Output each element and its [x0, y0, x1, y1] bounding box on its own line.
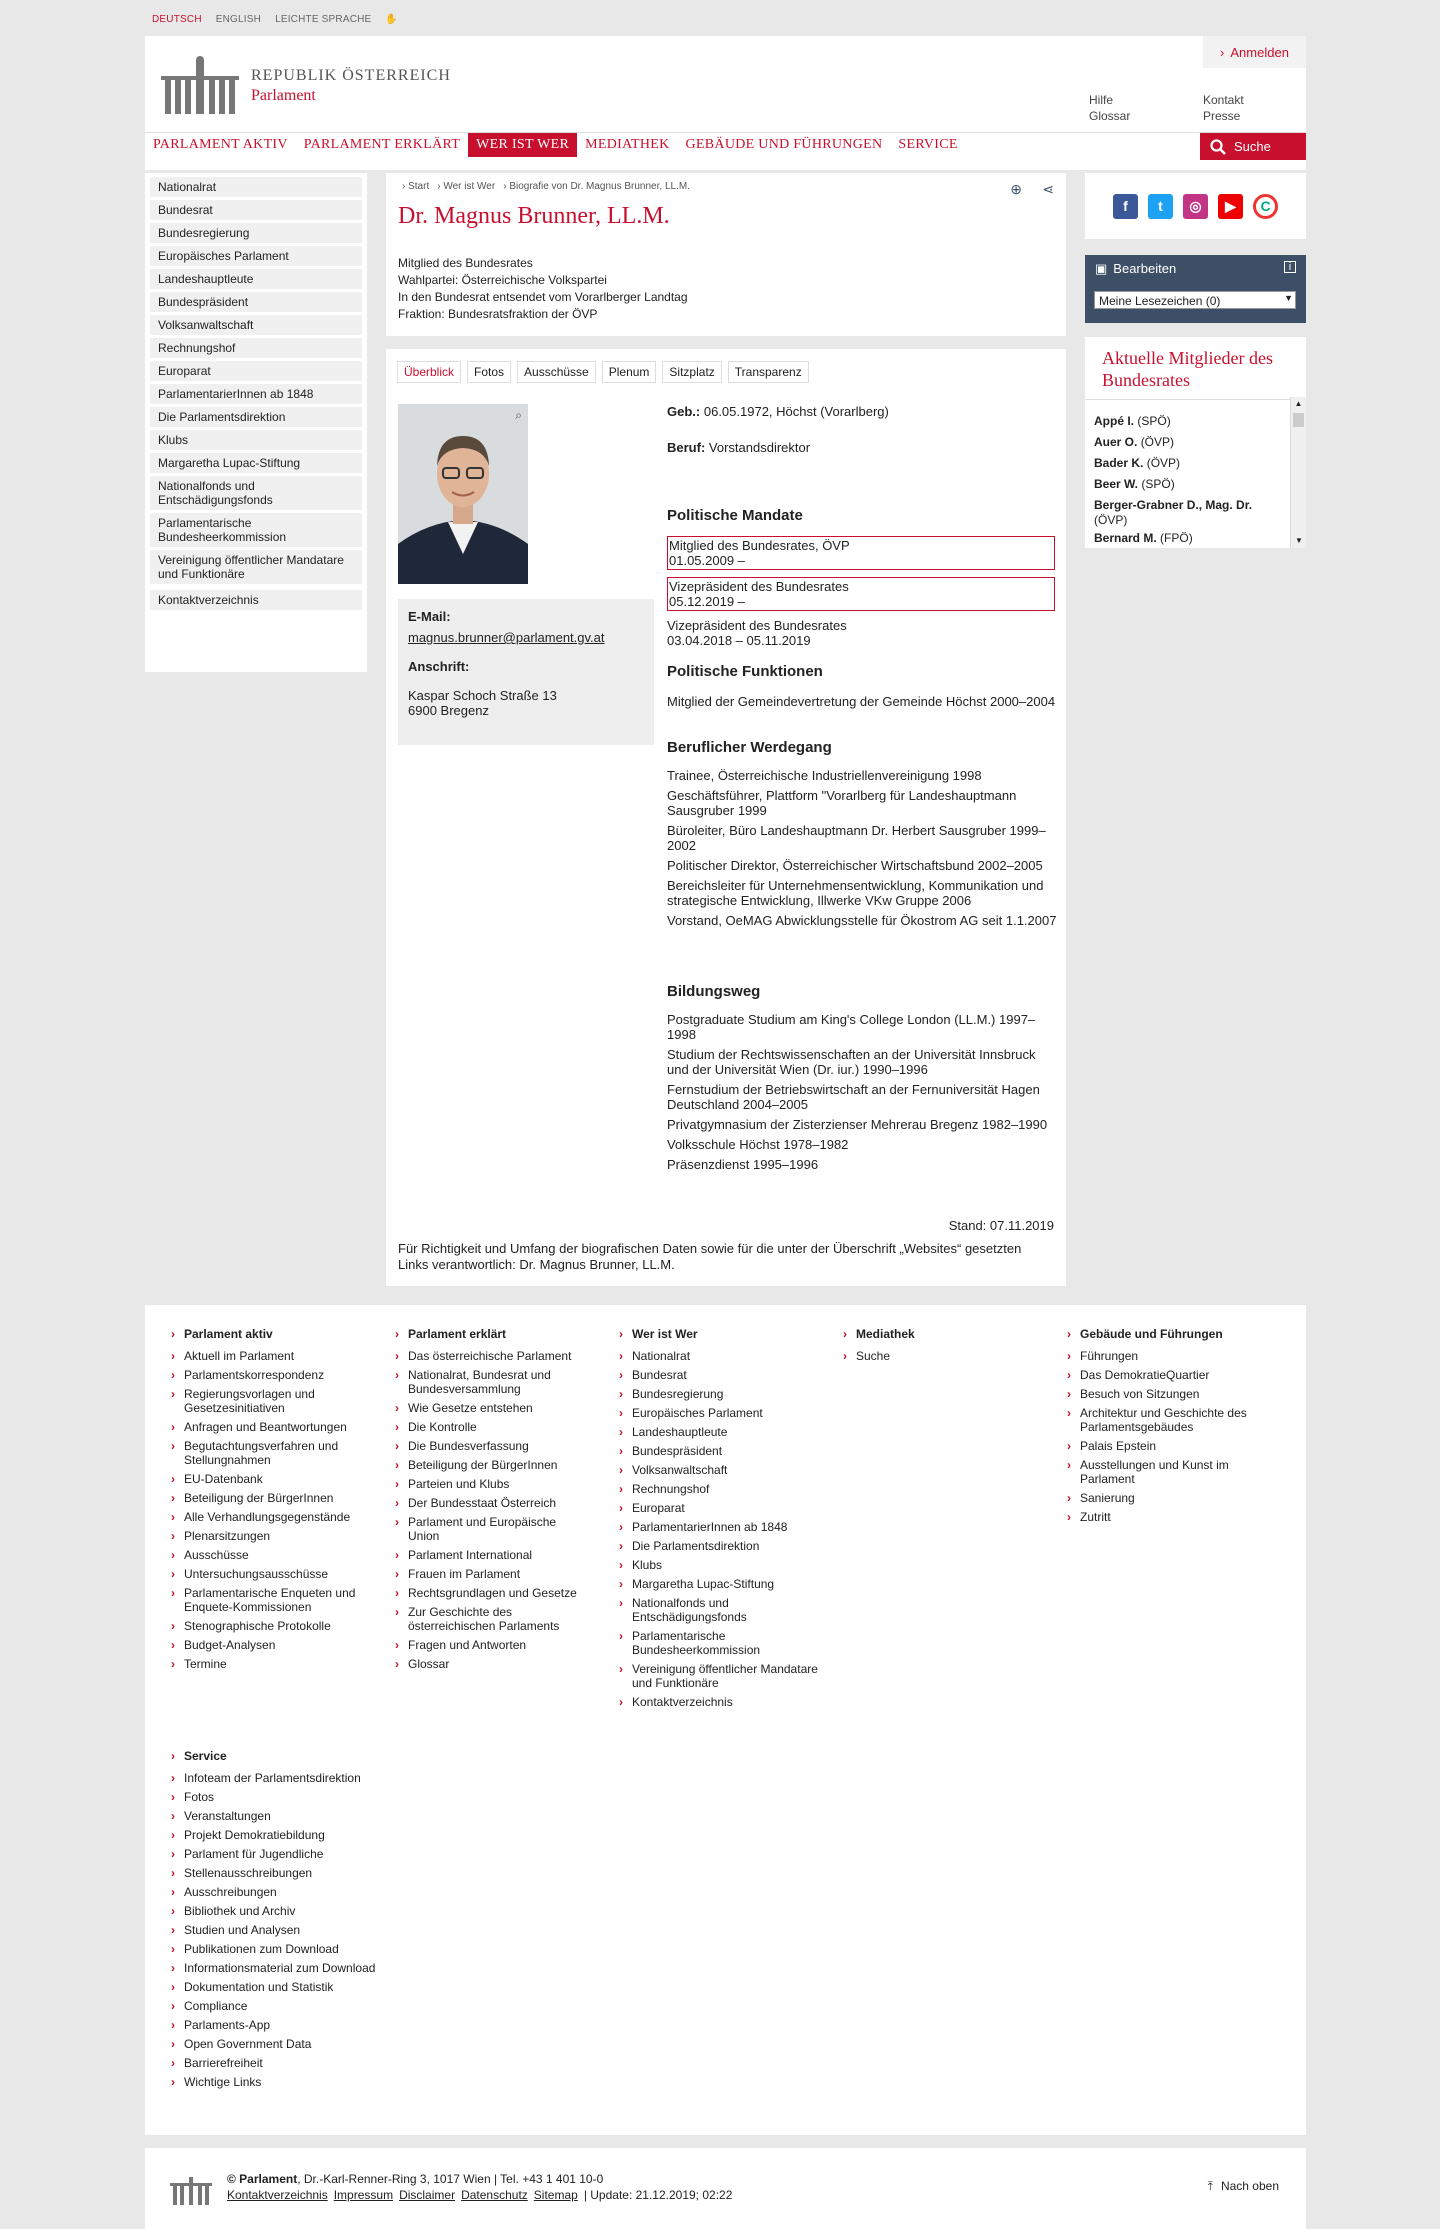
portrait-photo[interactable]: [398, 404, 528, 584]
footer-link[interactable]: › Zur Geschichte des österreichischen Parlaments: [395, 1605, 585, 1633]
born-label: Geb.:: [667, 404, 701, 419]
footer-link[interactable]: › Zutritt: [1067, 1510, 1277, 1524]
members-title: Aktuelle Mitglieder des Bundesrates: [1102, 348, 1273, 390]
mandate-title: Vizepräsident des Bundesrates: [667, 618, 847, 633]
sidebar-item-kontaktverzeichnis[interactable]: Kontaktverzeichnis: [150, 590, 362, 610]
podcast-icon[interactable]: C: [1253, 194, 1278, 219]
footer-heading[interactable]: › Gebäude und Führungen: [1067, 1327, 1277, 1341]
bookmark-add-icon[interactable]: ⊕: [1010, 181, 1022, 197]
footer-link[interactable]: › ParlamentarierInnen ab 1848: [619, 1520, 819, 1534]
footer-link[interactable]: › Parlament International: [395, 1548, 585, 1562]
stand-date: Stand: 07.11.2019: [948, 1218, 1054, 1233]
fact-line: Fraktion: Bundesratsfraktion der ÖVP: [398, 307, 598, 321]
contact-link[interactable]: Kontakt: [1203, 93, 1244, 107]
footer-link[interactable]: › Wie Gesetze entstehen: [395, 1401, 585, 1415]
footer-link[interactable]: › Untersuchungsausschüsse: [171, 1567, 381, 1581]
arrow-up-icon: ⤒: [1207, 2179, 1213, 2193]
footer-link[interactable]: › Landeshauptleute: [619, 1425, 819, 1439]
footer-col-parlament-erklaert: [395, 1327, 585, 1676]
sidebar-item-bundespraesident[interactable]: Bundespräsident: [150, 292, 362, 312]
sidebar-item-klubs[interactable]: Klubs: [150, 430, 362, 450]
mandates-heading: Politische Mandate: [667, 507, 803, 524]
member-item[interactable]: Bader K. (ÖVP): [1094, 456, 1181, 470]
mandate-item: [667, 577, 1055, 611]
career-heading: Beruflicher Werdegang: [667, 739, 832, 756]
footer: [145, 1305, 1306, 2135]
bio-main-card: [386, 349, 1066, 1286]
footer-link[interactable]: › Beteiligung der BürgerInnen: [171, 1491, 381, 1505]
footer-link-disclaimer[interactable]: Disclaimer: [399, 2188, 456, 2202]
footer-link[interactable]: › Regierungsvorlagen und Gesetzesinitiativen: [171, 1387, 381, 1415]
footer-link[interactable]: › Bundesrat: [619, 1368, 819, 1382]
back-to-top-label: Nach oben: [1220, 2179, 1279, 2193]
breadcrumb: [402, 181, 690, 192]
fact-line: Wahlpartei: Österreichische Volkspartei: [398, 273, 607, 287]
footer-link-sitemap[interactable]: Sitemap: [533, 2188, 578, 2202]
copyright: © Parlament: [227, 2172, 298, 2186]
footer-link[interactable]: › Beteiligung der BürgerInnen: [395, 1458, 585, 1472]
education-list: [667, 1012, 1057, 1172]
footer-link-kontakt[interactable]: Kontaktverzeichnis: [227, 2188, 328, 2202]
tab-plenum[interactable]: Plenum: [602, 361, 657, 383]
footer-heading[interactable]: › Parlament aktiv: [171, 1327, 381, 1341]
footer-link[interactable]: › Die Kontrolle: [395, 1420, 585, 1434]
footer-link-datenschutz[interactable]: Datenschutz: [461, 2188, 528, 2202]
footer-link[interactable]: › Begutachtungsverfahren und Stellungnahmen: [171, 1439, 381, 1467]
mandate-title: Vizepräsident des Bundesrates: [669, 579, 849, 594]
breadcrumb-start[interactable]: › Start: [402, 181, 430, 192]
main-nav: [145, 133, 966, 157]
nav-parlament-aktiv[interactable]: PARLAMENT AKTIV: [153, 137, 288, 152]
member-item[interactable]: Berger-Grabner D., Mag. Dr. (ÖVP): [1094, 498, 1253, 527]
mandate-title: Mitglied des Bundesrates, ÖVP: [669, 538, 850, 553]
sidebar-item-lupac[interactable]: Margaretha Lupac-Stiftung: [150, 453, 362, 473]
tab-bar: [397, 361, 809, 383]
job-value: Vorstandsdirektor: [708, 440, 811, 455]
career-item: Trainee, Österreichische Industriellenvereinigung 1998: [667, 768, 982, 783]
breadcrumb-wer-ist-wer[interactable]: › Wer ist Wer: [437, 181, 496, 192]
mandate-date: 05.12.2019 –: [669, 594, 745, 609]
contact-box: [398, 599, 654, 745]
footer-link[interactable]: › Vereinigung öffentlicher Mandatare und Funktionäre: [619, 1662, 819, 1690]
mandate-date: 03.04.2018 – 05.11.2019: [667, 633, 811, 648]
scroll-thumb[interactable]: [1293, 413, 1304, 427]
sidebar: [145, 173, 367, 672]
tab-transparenz[interactable]: Transparenz: [728, 361, 809, 383]
footer-link[interactable]: › Stenographische Protokolle: [171, 1619, 381, 1633]
footer-link[interactable]: › Parlament für Jugendliche: [171, 1847, 411, 1861]
education-item: Privatgymnasium der Zisterzienser Mehrerau Bregenz 1982–1990: [667, 1117, 1048, 1132]
footer-link[interactable]: › Glossar: [395, 1657, 585, 1671]
footer-link[interactable]: › Besuch von Sitzungen: [1067, 1387, 1277, 1401]
bookmarks-select[interactable]: [1094, 291, 1296, 309]
footer-link[interactable]: › Parlamentskorrespondenz: [171, 1368, 381, 1382]
footer-heading[interactable]: › Service: [171, 1749, 411, 1763]
footer-link[interactable]: › Rechtsgrundlagen und Gesetze: [395, 1586, 585, 1600]
footer-link[interactable]: › Ausschreibungen: [171, 1885, 411, 1899]
job-info: [667, 440, 810, 455]
fact-line: In den Bundesrat entsendet vom Vorarlberger Landtag: [398, 290, 688, 304]
address-line2: 6900 Bregenz: [408, 703, 489, 718]
footer-link[interactable]: › Termine: [171, 1657, 381, 1671]
sidebar-item-europarat[interactable]: Europarat: [150, 361, 362, 381]
update-info: | Update: 21.12.2019; 02:22: [583, 2188, 733, 2202]
email-link[interactable]: magnus.brunner@parlament.gv.at: [408, 630, 605, 645]
page-title: Dr. Magnus Brunner, LL.M.: [398, 203, 670, 229]
footer-link[interactable]: › Ausschüsse: [171, 1548, 381, 1562]
members-list: [1094, 411, 1252, 545]
sidebar-item-bundesheerkommission[interactable]: Parlamentarische Bundesheerkommission: [150, 513, 362, 547]
function-item: Mitglied der Gemeindevertretung der Gemeinde Höchst 2000–2004: [667, 694, 1056, 709]
divider: [1085, 399, 1306, 400]
footer-link[interactable]: › Alle Verhandlungsgegenstände: [171, 1510, 381, 1524]
tab-sitzplatz[interactable]: Sitzplatz: [662, 361, 721, 383]
member-item[interactable]: Appé I. (SPÖ): [1094, 414, 1171, 428]
footer-link[interactable]: › Fotos: [171, 1790, 411, 1804]
footer-link[interactable]: › Fragen und Antworten: [395, 1638, 585, 1652]
footer-link[interactable]: › Budget-Analysen: [171, 1638, 381, 1652]
footer-heading[interactable]: › Wer ist Wer: [619, 1327, 819, 1341]
lang-easy[interactable]: LEICHTE SPRACHE: [275, 14, 372, 25]
footer-link[interactable]: › Europäisches Parlament: [619, 1406, 819, 1420]
footer-link[interactable]: › EU-Datenbank: [171, 1472, 381, 1486]
sidebar-item-rechnungshof[interactable]: Rechnungshof: [150, 338, 362, 358]
nav-mediathek[interactable]: MEDIATHEK: [585, 137, 670, 152]
footer-link[interactable]: › Palais Epstein: [1067, 1439, 1277, 1453]
bio-header-card: [386, 173, 1066, 336]
back-to-top-link[interactable]: [1208, 2179, 1279, 2194]
born-value: 06.05.1972, Höchst (Vorarlberg): [703, 404, 889, 419]
footer-col-gebaeude: [1067, 1327, 1277, 1529]
nav-parlament-erklaert[interactable]: PARLAMENT ERKLÄRT: [303, 137, 461, 152]
address-label: Anschrift:: [408, 659, 470, 674]
footer-link[interactable]: › Parteien und Klubs: [395, 1477, 585, 1491]
education-item: Fernstudium der Betriebswirtschaft an der Fernuniversität Hagen Deutschland 2004–2005: [667, 1082, 1040, 1112]
edit-header: [1095, 261, 1176, 277]
footer-link[interactable]: › Publikationen zum Download: [171, 1942, 411, 1956]
members-panel: [1085, 337, 1306, 548]
scroll-up-icon[interactable]: ▲: [1294, 399, 1303, 408]
sign-language-icon[interactable]: ✋: [385, 14, 399, 25]
sidebar-item-parlamentsdirektion[interactable]: Die Parlamentsdirektion: [150, 407, 362, 427]
responsibility-note: Für Richtigkeit und Umfang der biografischen Daten sowie für die unter der Überschrift „Websites“ gesetzten Links verantwortlich: Dr. Magnus Brunner, LL.M.: [398, 1241, 1022, 1272]
tab-ausschuesse[interactable]: Ausschüsse: [517, 361, 596, 383]
footer-col-service: [171, 1749, 411, 2094]
bio-facts: [398, 255, 688, 323]
footer-link[interactable]: › Klubs: [619, 1558, 819, 1572]
twitter-icon[interactable]: t: [1148, 194, 1173, 219]
language-bar: [152, 14, 398, 25]
job-label: Beruf:: [667, 440, 706, 455]
footer-link[interactable]: › Architektur und Geschichte des Parlamentsgebäudes: [1067, 1406, 1277, 1434]
footer-link[interactable]: › Projekt Demokratiebildung: [171, 1828, 411, 1842]
footer-link[interactable]: › Die Parlamentsdirektion: [619, 1539, 819, 1553]
nav-wer-ist-wer[interactable]: WER IST WER: [468, 133, 577, 157]
nav-gebaeude[interactable]: GEBÄUDE UND FÜHRUNGEN: [685, 137, 883, 152]
footer-link[interactable]: › Kontaktverzeichnis: [619, 1695, 819, 1709]
info-icon[interactable]: i: [1284, 261, 1296, 273]
footer-link[interactable]: › Anfragen und Beantwortungen: [171, 1420, 381, 1434]
mandate-item: [667, 536, 1055, 570]
footer-col-mediathek: [843, 1327, 1043, 1368]
footer-link[interactable]: › Open Government Data: [171, 2037, 411, 2051]
social-links: [1085, 173, 1306, 239]
footer-link[interactable]: › Nationalrat: [619, 1349, 819, 1363]
instagram-icon[interactable]: ◎: [1183, 194, 1208, 219]
education-item: Studium der Rechtswissenschaften an der Universität Innsbruck und der Universität Wien (Dr. iur.) 1990–1996: [667, 1047, 1036, 1077]
parliament-logo-icon: [169, 2175, 213, 2205]
sidebar-item-parlamentarier[interactable]: ParlamentarierInnen ab 1848: [150, 384, 362, 404]
education-item: Postgraduate Studium am King's College London (LL.M.) 1997–1998: [667, 1012, 1036, 1042]
footer-link[interactable]: › Ausstellungen und Kunst im Parlament: [1067, 1458, 1277, 1486]
footer-link[interactable]: › Studien und Analysen: [171, 1923, 411, 1937]
edit-label: Bearbeiten: [1113, 261, 1177, 276]
career-item: Bereichsleiter für Unternehmensentwicklung, Kommunikation und strategische Entwicklung, Illwerke VKw Gruppe 2006: [667, 878, 1044, 908]
sidebar-item-landeshauptleute[interactable]: Landeshauptleute: [150, 269, 362, 289]
footer-link[interactable]: › Plenarsitzungen: [171, 1529, 381, 1543]
help-link[interactable]: Hilfe: [1089, 93, 1114, 107]
footer-link[interactable]: › Frauen im Parlament: [395, 1567, 585, 1581]
logo[interactable]: [159, 56, 451, 116]
sidebar-item-bundesregierung[interactable]: Bundesregierung: [150, 223, 362, 243]
bookmark-icon: ▣: [1095, 261, 1108, 276]
search-label: Suche: [1234, 139, 1271, 154]
career-list: [667, 768, 1057, 928]
address-line1: Kaspar Schoch Straße 13: [408, 688, 557, 703]
footer-link[interactable]: › Sanierung: [1067, 1491, 1277, 1505]
chevron-down-icon: ▼: [1284, 293, 1293, 303]
address: , Dr.-Karl-Renner-Ring 3, 1017 Wien | Tel. +43 1 401 10-0: [297, 2172, 604, 2186]
member-item[interactable]: Bernard M. (FPÖ): [1094, 531, 1193, 545]
member-item[interactable]: Beer W. (SPÖ): [1094, 477, 1175, 491]
press-link[interactable]: Presse: [1203, 109, 1241, 123]
education-item: Volksschule Höchst 1978–1982: [667, 1137, 849, 1152]
breadcrumb-current: › Biografie von Dr. Magnus Brunner, LL.M.: [503, 181, 690, 192]
site-info: [227, 2171, 732, 2203]
footer-link[interactable]: › Bundespräsident: [619, 1444, 819, 1458]
bookmarks-value: Meine Lesezeichen (0): [1099, 294, 1221, 308]
footer-link[interactable]: › Dokumentation und Statistik: [171, 1980, 411, 1994]
footer-col-parlament-aktiv: [171, 1327, 381, 1676]
edit-panel: [1085, 255, 1306, 323]
footer-link[interactable]: › Infoteam der Parlamentsdirektion: [171, 1771, 411, 1785]
youtube-icon[interactable]: ▶: [1218, 194, 1243, 219]
facebook-icon[interactable]: f: [1113, 194, 1138, 219]
career-item: Büroleiter, Büro Landeshauptmann Dr. Herbert Sausgruber 1999–2002: [667, 823, 1046, 853]
footer-link[interactable]: › Das österreichische Parlament: [395, 1349, 585, 1363]
lang-english[interactable]: ENGLISH: [215, 14, 262, 25]
contact-links: [1203, 92, 1244, 124]
footer-link[interactable]: › Europarat: [619, 1501, 819, 1515]
footer-link[interactable]: › Bundesregierung: [619, 1387, 819, 1401]
logo-subtitle: Parlament: [251, 87, 316, 104]
birth-info: [667, 404, 889, 419]
footer-link[interactable]: › Stellenausschreibungen: [171, 1866, 411, 1880]
footer-link-impressum[interactable]: Impressum: [333, 2188, 394, 2202]
footer-link[interactable]: › Margaretha Lupac-Stiftung: [619, 1577, 819, 1591]
sidebar-item-nationalrat[interactable]: Nationalrat: [150, 177, 362, 197]
education-heading: Bildungsweg: [667, 983, 761, 1000]
logo-title: REPUBLIK ÖSTERREICH: [251, 67, 451, 84]
email-label: E-Mail:: [408, 609, 451, 624]
share-icon[interactable]: ⋖: [1042, 181, 1054, 197]
footer-heading[interactable]: › Parlament erklärt: [395, 1327, 585, 1341]
login-label: Anmelden: [1230, 44, 1289, 60]
search-icon: [1210, 139, 1226, 155]
fact-line: Mitglied des Bundesrates: [398, 256, 533, 270]
footer-col-wer-ist-wer: [619, 1327, 819, 1714]
footer-link[interactable]: › Parlamentarische Enqueten und Enquete-Kommissionen: [171, 1586, 381, 1614]
footer-link[interactable]: › Wichtige Links: [171, 2075, 411, 2089]
sidebar-item-bundesrat[interactable]: Bundesrat: [150, 200, 362, 220]
footer-link[interactable]: › Volksanwaltschaft: [619, 1463, 819, 1477]
education-item: Präsenzdienst 1995–1996: [667, 1157, 819, 1172]
footer-link[interactable]: › Suche: [843, 1349, 1043, 1363]
career-item: Vorstand, OeMAG Abwicklungsstelle für Ökostrom AG seit 1.1.2007: [667, 913, 1057, 928]
functions-heading: Politische Funktionen: [667, 663, 823, 680]
footer-link[interactable]: › Das DemokratieQuartier: [1067, 1368, 1277, 1382]
glossary-link[interactable]: Glossar: [1089, 109, 1131, 123]
footer-link[interactable]: › Nationalfonds und Entschädigungsfonds: [619, 1596, 819, 1624]
lang-deutsch[interactable]: DEUTSCH: [152, 14, 202, 25]
sidebar-item-vereinigung[interactable]: Vereinigung öffentlicher Mandatare und Funktionäre: [150, 550, 362, 584]
sidebar-item-volksanwaltschaft[interactable]: Volksanwaltschaft: [150, 315, 362, 335]
bottom-bar: [145, 2148, 1306, 2229]
portrait-image: [398, 404, 528, 584]
footer-link[interactable]: › Aktuell im Parlament: [171, 1349, 381, 1363]
career-item: Geschäftsführer, Plattform "Vorarlberg für Landeshauptmann Sausgruber 1999: [667, 788, 1017, 818]
footer-link[interactable]: › Parlamentarische Bundesheerkommission: [619, 1629, 819, 1657]
header: [145, 36, 1306, 170]
login-button[interactable]: › Anmelden: [1203, 36, 1306, 68]
footer-link[interactable]: › Informationsmaterial zum Download: [171, 1961, 411, 1975]
footer-link[interactable]: › Führungen: [1067, 1349, 1277, 1363]
footer-link[interactable]: › Nationalrat, Bundesrat und Bundesversammlung: [395, 1368, 585, 1396]
footer-link[interactable]: › Compliance: [171, 1999, 411, 2013]
scrollbar[interactable]: [1290, 397, 1306, 548]
footer-link[interactable]: › Parlament und Europäische Union: [395, 1515, 585, 1543]
footer-link[interactable]: › Der Bundesstaat Österreich: [395, 1496, 585, 1510]
footer-link[interactable]: › Die Bundesverfassung: [395, 1439, 585, 1453]
scroll-down-icon[interactable]: ▼: [1295, 536, 1303, 545]
footer-link[interactable]: › Veranstaltungen: [171, 1809, 411, 1823]
tab-fotos[interactable]: Fotos: [467, 361, 511, 383]
zoom-icon[interactable]: ⌕: [515, 408, 522, 422]
mandate-item: [667, 618, 847, 648]
footer-heading[interactable]: › Mediathek: [843, 1327, 1043, 1341]
footer-link[interactable]: › Rechnungshof: [619, 1482, 819, 1496]
footer-link[interactable]: › Barrierefreiheit: [171, 2056, 411, 2070]
footer-link[interactable]: › Bibliothek und Archiv: [171, 1904, 411, 1918]
nav-service[interactable]: SERVICE: [898, 137, 958, 152]
career-item: Politischer Direktor, Österreichischer Wirtschaftsbund 2002–2005: [667, 858, 1043, 873]
mandate-date: 01.05.2009 –: [669, 553, 745, 568]
sidebar-item-nationalfonds[interactable]: Nationalfonds und Entschädigungsfonds: [150, 476, 362, 510]
help-links: [1089, 92, 1130, 124]
sidebar-item-eu-parlament[interactable]: Europäisches Parlament: [150, 246, 362, 266]
member-item[interactable]: Auer O. (ÖVP): [1094, 435, 1175, 449]
tab-ueberblick[interactable]: Überblick: [397, 361, 461, 383]
footer-link[interactable]: › Parlaments-App: [171, 2018, 411, 2032]
search-button[interactable]: [1200, 133, 1306, 160]
parliament-logo-icon: [159, 56, 241, 116]
